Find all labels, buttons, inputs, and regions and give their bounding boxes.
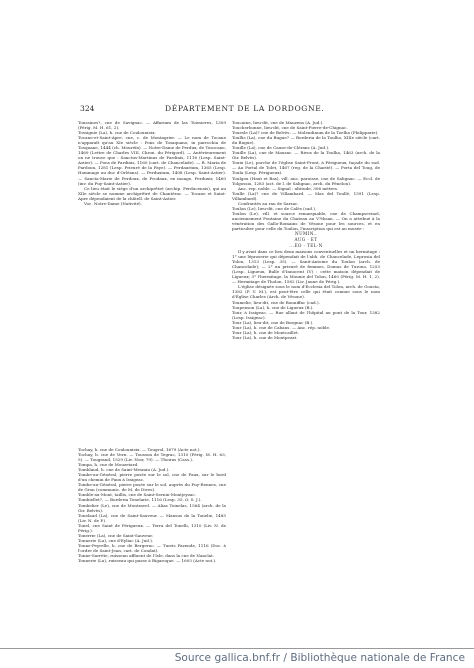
gazetteer-entry: Touille (La), cne de Mauzac. — Rivus de la Toulha, 1463 (arch. de la Gir. Belvès).	[232, 150, 380, 161]
gazetteer-entry: Tour (La), h. cne de Cabans. — Anc. rép. noble.	[232, 324, 331, 330]
gazetteer-entry: Tonne-Peyrelle, h. cne de Bergerac. — Turris Fazende, 1116 (Doc. à l'ordre de Saint-Jean, cart. de Condat).	[78, 542, 226, 553]
gazetteer-entry: Tour, à Issigeac. — Rue allant de l'hôpital au pont de la Tour, 1382 (Lesp. Issigeac).	[232, 309, 380, 320]
gazetteer-entry: Tour (La), lieu-dit, cne de Borgnac (B.).	[232, 319, 314, 325]
running-head	[80, 104, 380, 116]
gazetteer-entry: Touille (La), cne de Cause-de-Clérans (A. Jud.).	[232, 145, 330, 151]
gazetteer-entry: Tombe-au-Général, pierre posée sur le sol, auprès du Puy-Rennes, cne de Gron (communic. de M. de Dives).	[78, 482, 226, 493]
gazetteer-entry: Tomble-au-Mont, taillis, cne de Saint-Sernin-Montjeyzac.	[78, 492, 197, 498]
gazetteer-note: Anc. rep. noble. — Signal : altitude, 306 mètres.	[238, 185, 339, 191]
gazetteer-entry: Toucherbonne, lieu-dit, cne de Saint-Pierre-de-Chignac.	[232, 125, 348, 131]
gazetteer-entry: Toussines?, cne de Savignac. — Affarium de las Toissieres, 1309 (Périg. M. H. 61, 2).	[78, 120, 226, 131]
gazetteer-entry: Tossignie (La), h. cne de Coulounieix.	[78, 130, 156, 136]
left-column	[78, 120, 226, 206]
source-footer	[0, 648, 474, 668]
inscription-line: NUMIN..	[295, 231, 317, 237]
gazetteer-entry: Tonerrie (La), cne de Saint-Sauveur.	[78, 532, 154, 538]
gazetteer-note: L'église désignée sous le nom d'Ecclesia del Tolon, arch. de Gousta, 1382 (P. V. M.), est peut-être celle qui était connue sous le nom d'Église Charles (Arch. de Vésone).	[232, 284, 380, 300]
gazetteer-entry: Tochay, h. cne de Vern. — Tousson de Tegrac, 1310 (Périg. M. H. 63, 5). — Tougrand, 1529 (Liv. Noir, 79). — Thoiras (Cass.).	[78, 452, 226, 463]
gazetteer-entry: Tomblaud, h. cne de Saint-Mesmin (A. Jud.).	[78, 467, 170, 473]
gazetteer-entry: Toulgou (Haut et Bas), vill. anc. paroisse, cne de Salignac. — Eccl. de Tolgossio, 1283 (act. de l. de Salignac, arch. du Fénelon).	[232, 175, 380, 186]
source-attribution: Source gallica.bnf.fr / Bibliothèque nationale de France	[174, 652, 465, 664]
page-title: DÉPARTEMENT DE LA DORDOGNE.	[165, 104, 325, 113]
gazetteer-entry: Tonel, cne Saint de Périgueux. — Terra del Tonelh, 1310 (Liv. N. de Périg.).	[78, 522, 226, 533]
gazetteer-note: Confrontés au rau de Sarzac.	[238, 200, 299, 206]
gazetteer-note: Il y avait dans ce lieu deux maisons conventuelles et un hermitage : 1° une léproserie qui dépendait de l'abb. de Chancelade, Leprosia del Tolon, 1313 (Lesp. 35). — Sanit-Antoine du Toulon (arch. de Chancelade); — 2° un prieuré de femmes, Domus de Turono, 1253 (Lesp. Ligueux, Bulle d'Innocent IV) : cette maison dépendait de Ligueux; 3° l'hermitage, la Mounie del Tolon, 1460 (Périg. M. H. 1, 2). — Hermitage de Tholon, 1582 (Liv. Jaune de Périg.).	[232, 249, 380, 285]
gazetteer-entry: Tonnerie (La), cne d'Eyliac (A. Jud.).	[78, 537, 154, 543]
gazetteer-entry: Tombelier (Le), cne de Montravel. — Alias Toinelas, 1564 (arch. de la Gir. Belvès).	[78, 502, 226, 513]
gazetteer-note: Voc. Notre-Dame (Nativité).	[84, 200, 142, 206]
gazetteer-note: Ce lieu était le siège d'un archiprêtré (archip. Perducensis), qui au XIIe siècle se nomme archiprêtré de Chantérac. — Tocane et Saint-Apre dépendaient de la châtell. de Saint-Astier.	[78, 185, 226, 201]
gazetteer-entry: Toupenson (La), h. cne de Ligueux (B.).	[232, 304, 314, 310]
gazetteer-entry: Tompa, h. cne de Mouzetard.	[78, 462, 139, 468]
gazetteer-entry: Tombiellet?, — Borderia Tonelarie, 1116 (Lesp. 35, O. S. J.).	[78, 497, 202, 503]
gazetteer-entry: Toulle (La)? cne de Villambard. — Mas del Toullé, 1591 (Lesp. Villambard).	[232, 190, 380, 201]
gazetteer-entry: Tonelaud (La), cne de Saint-Sauveur. — Mansus de la Tonelie, 1485 (Liv. N. de P.).	[78, 512, 226, 523]
left-column-continued	[78, 447, 226, 563]
gazetteer-entry: Touesle (La)? cne de Belvès. — Molendinum de la Toelha (Philipparie).	[232, 130, 379, 136]
gazetteer-entry: Toulon (Le), lieu-dit, cne de Calès (cad.).	[232, 205, 317, 211]
gazetteer-entry: Tour (La), h. cne de Montcaillet.	[232, 329, 299, 335]
gazetteer-entry: Tonne-Sarrète, ruisseau affluent de l'Isle, dans la cne de Nanclat.	[78, 552, 215, 558]
gazetteer-entry: Tombe-au-Général, pierre posée sur le sol, cne de Faux, sur le bord d'un chemin de Faux à Issigeac.	[78, 472, 226, 483]
gazetteer-entry: Tocane-et-Saint-Apre, cne, c. de Montagrier. — Le nom de Tocane n'apparaît qu'au XIe siècle : Pons de Tosaquano, in parrochia de Tosquane, 1444 (ch. Mouréïn). — Notre-Dame de Perdux, de Tosocane, 1469 (Lettre de Charles VIII, Chron. du Périgord). — Antérieurement on ne trouve que : Sanctus-Martinus de Pardinis, 1116 (Lesp. Saint-Astier). — Pons de Pardinis, 1160 (cart. de Chancelade). — B. Maria de Pardoux, 1281 (Lesp. Prieuré de la Faye). — Perdaurium, 1365 (Lesp. Hommage au duc d'Orléans). — Perduxium, 1408 (Lesp. Saint-Astier). — Sancta-Marie de Perdoux, de Prodaux, ex monge, Perduxir, 1460 (inv. du Puy-Saint-Astier).	[78, 135, 226, 186]
right-column	[232, 120, 380, 340]
gazetteer-entry: Toumelie, lieu-dit, cne de Bouniffac (cad.).	[232, 299, 320, 305]
gazetteer-entry: Toullis (La), cne du Bugue? — Borderia de la Toulho, XIIIe siècle (cart. du Bugue).	[232, 135, 380, 146]
page-number: 324	[80, 104, 95, 113]
gazetteer-entry: Toucaine, lieu-dit, cne de Mauzens (A. Jud.).	[232, 120, 324, 125]
inscription-line: ...EO · TEL·N	[289, 243, 323, 249]
gazetteer-entry: Touix (Le), porche de l'église Saint-Front, à Périgueux, façade du sud. — Au Portal de Tolet, 1467 (reg. de la Charité). — Porta del Toug, de Toula (Lesp. Périgueux).	[232, 160, 380, 176]
inscription-line: AUG · ET	[294, 237, 318, 243]
gazetteer-entry: Tour (La), h. cne de Montpezat.	[232, 334, 298, 340]
gazetteer-entry: Tochay, h. cne de Coulounieix. — Tougrol, 1679 (Acte not.).	[78, 447, 201, 452]
gazetteer-entry: Toulon (Le), vill. et source remarquable, cne de Champsevinel, anciennement Fontaine du Chateau au V?thsan. — On a attribué à la vénération des Gallo-Romains de Vésone pour les sources, et en particulier pour celle du Toulon, l'inscription qui est au musée :	[232, 210, 380, 231]
gazetteer-entry: Tonnerie (La), ruisseau qui passe à Bigaroque. — 1603 (Acte not.).	[78, 558, 217, 564]
